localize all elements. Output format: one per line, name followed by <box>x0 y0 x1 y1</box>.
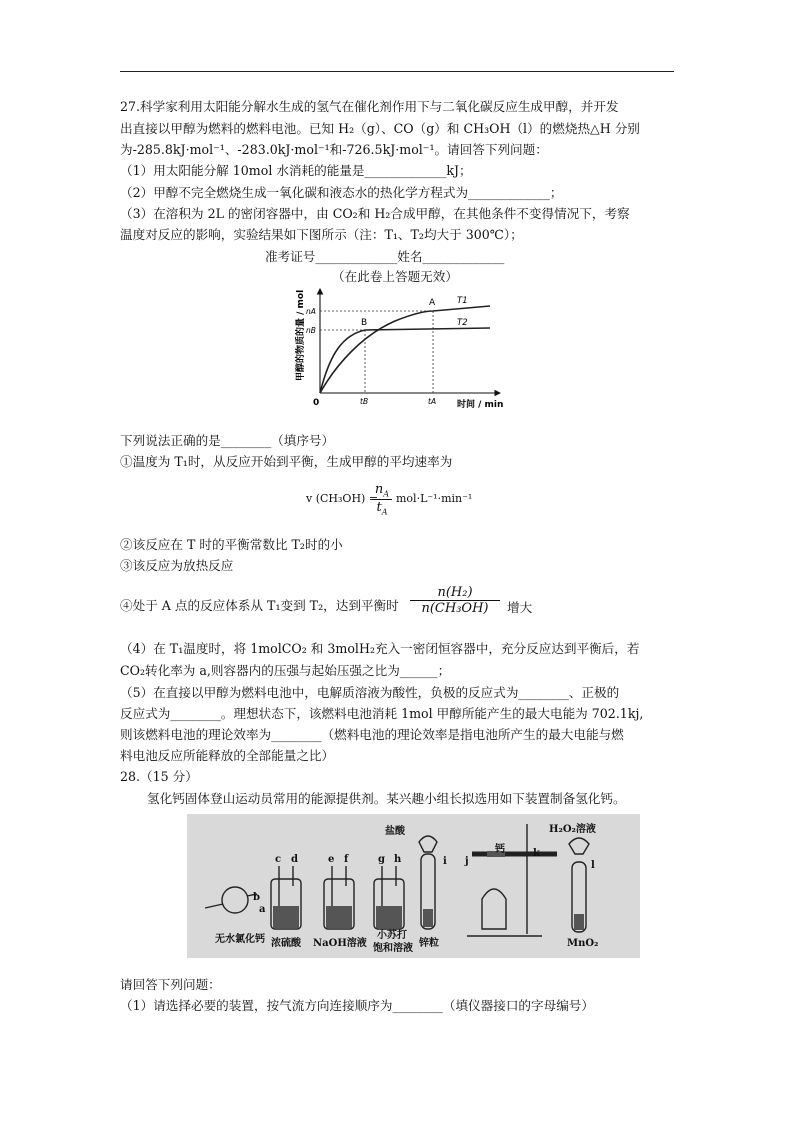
q27-part2: （2）甲醇不完全燃烧生成一氧化碳和液态水的热化学方程式为_____________； <box>120 185 563 200</box>
exam-note: （在此卷上答题无效） <box>332 269 458 284</box>
series-t2-label: T2 <box>457 318 468 328</box>
rate-denominator: $t_A$ <box>372 499 392 517</box>
bicarbonate-label: 小苏打 <box>377 930 407 941</box>
q28-part1: （1）请选择必要的装置，按气流方向连接顺序为________（填仪器接口的字母编号） <box>120 998 594 1013</box>
alcohol-lamp <box>482 889 506 929</box>
port-l: l <box>591 860 595 871</box>
h2o2-label: H₂O₂溶液 <box>549 824 596 835</box>
y-tick-na: nA <box>306 307 316 316</box>
header-rule <box>120 71 674 72</box>
y-tick-nb: nB <box>306 326 316 335</box>
q27-line1: 27.科学家利用太阳能分解水生成的氢气在催化剂作用下与二氧化碳反应生成甲醇，并开发 <box>120 99 619 114</box>
rate-unit: mol·L⁻¹·min⁻¹ <box>396 492 473 505</box>
point-b-label: B <box>361 318 368 328</box>
ratio-fraction <box>410 585 500 616</box>
port-g: g <box>378 854 385 865</box>
option-4-end: 增大 <box>507 600 533 615</box>
q28-intro: 氢化钙固体登山运动员常用的能源提供剂。某兴趣小组长拟选用如下装置制备氢化钙。 <box>147 791 626 806</box>
rate-fraction <box>372 482 392 516</box>
port-c: c <box>275 854 282 865</box>
q27-part5-line4: 料电池反应所能释放的全部能量之比） <box>120 748 335 763</box>
port-b: b <box>253 892 260 903</box>
option-4: ④处于 A 点的反应体系从 T₁变到 T₂，达到平衡时 <box>120 598 399 613</box>
q27-part4-line1: （4）在 T₁温度时，将 1molCO₂ 和 3molH₂充入一密闭恒容器中，充分反应达到平衡后，若 <box>120 641 640 656</box>
curve-t2 <box>320 328 490 393</box>
option-3: ③该反应为放热反应 <box>120 558 234 573</box>
origin-label: 0 <box>313 398 320 408</box>
q28-ask: 请回答下列问题： <box>120 977 221 992</box>
methanol-time-graph <box>275 283 515 411</box>
x-axis-label: 时间 / min <box>457 400 504 410</box>
hcl-label: 盐酸 <box>385 826 405 837</box>
q27-part3-line1: （3）在溶积为 2L 的密闭容器中，由 CO₂和 H₂合成甲醇，在其他条件不变得情况下，考察 <box>120 206 630 221</box>
mno2-label: MnO₂ <box>567 938 599 949</box>
dropping-funnel <box>419 836 437 852</box>
peroxide-funnel <box>569 838 589 854</box>
point-a-label: A <box>429 298 436 308</box>
rate-numerator: $n_A$ <box>374 482 390 499</box>
q27-part1: （1）用太阳能分解 10mol 水消耗的能量是_____________kJ； <box>120 163 472 178</box>
graph-guides <box>320 311 433 393</box>
exam-id-line: 准考证号_____________姓名_____________ <box>265 249 505 264</box>
apparatus-photo <box>187 814 640 958</box>
q27-part5-line2: 反应式为________。理想状态下，该燃料电池消耗 1mol 甲醇所能产生的最大电能为 702.1kj, <box>120 706 644 721</box>
series-t1-label: T1 <box>457 296 468 306</box>
q27-part4-line2: CO₂转化率为 a,则容器内的压强与起始压强之比为______； <box>120 663 451 678</box>
option-2: ②该反应在 T 时的平衡常数比 T₂时的小 <box>120 537 343 552</box>
q27-line2: 出直接以甲醇为燃料的燃料电池。已知 H₂（g）、CO（g）和 CH₃OH（l）的燃烧热△H 分别 <box>120 121 640 136</box>
desiccant-label: 无水氯化钙 <box>215 934 265 945</box>
port-e: e <box>328 854 335 865</box>
port-a: a <box>259 904 266 915</box>
option-1: ①温度为 T₁时，从反应开始到平衡，生成甲醇的平均速率为 <box>120 454 453 469</box>
zinc-label: 锌粒 <box>419 938 439 949</box>
port-i: i <box>443 856 447 867</box>
ratio-numerator: n(H₂) <box>437 585 473 600</box>
sulfuric-label: 浓硫酸 <box>271 938 301 949</box>
drying-tube-bulb <box>222 887 248 913</box>
port-j: j <box>465 856 469 867</box>
ratio-denominator: n(CH₃OH) <box>410 600 500 616</box>
q27-part5-line3: 则该燃料电池的理论效率为________（燃料电池的理论效率是指电池所产生的最大电能与燃 <box>120 727 624 742</box>
graph-axes <box>320 289 500 393</box>
port-f: f <box>344 854 349 865</box>
port-h: h <box>394 854 402 865</box>
calcium-label: 钙 <box>495 844 505 855</box>
x-tick-tb: tB <box>360 397 369 406</box>
q27-line3: 为-285.8kJ·mol⁻¹、-283.0kJ·mol⁻¹和-726.5kJ·mol⁻¹。请回答下列问题： <box>120 142 548 157</box>
y-axis-label: 甲醇的物质的量 / mol <box>296 289 306 381</box>
port-d: d <box>291 854 298 865</box>
port-k: k <box>533 848 540 859</box>
saturated-label: 饱和溶液 <box>373 943 413 954</box>
rate-lhs: v (CH₃OH) = <box>306 492 379 505</box>
naoh-label: NaOH溶液 <box>313 938 367 949</box>
q27-ask: 下列说法正确的是________（填序号） <box>120 433 335 448</box>
q27-part5-line1: （5）在直接以甲醇为燃料电池中，电解质溶液为酸性，负极的反应式为________、正极的 <box>120 685 620 700</box>
q28-heading: 28.（15 分） <box>120 769 198 784</box>
x-tick-ta: tA <box>428 397 437 406</box>
q27-part3-line2: 温度对反应的影响，实验结果如下图所示（注：T₁、T₂均大于 300℃）； <box>120 227 523 242</box>
